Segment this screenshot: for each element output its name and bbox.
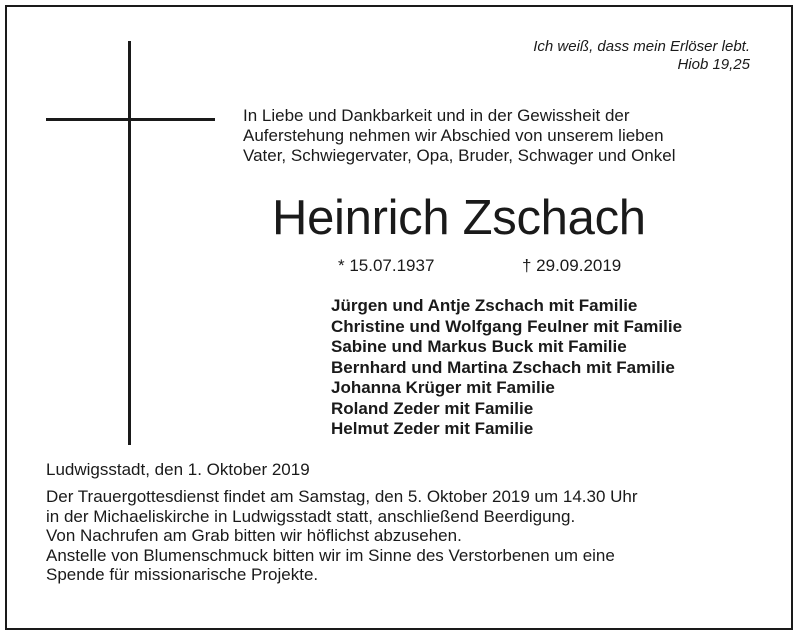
- family-entry: Johanna Krüger mit Familie: [331, 378, 555, 397]
- intro-line: Auferstehung nehmen wir Abschied von unserem lieben: [243, 126, 664, 145]
- family-entry: Bernhard und Martina Zschach mit Familie: [331, 357, 675, 377]
- notice-line: Von Nachrufen am Grab bitten wir höflichst abzusehen.: [46, 526, 462, 545]
- intro-text: [243, 106, 773, 166]
- deceased-name: Heinrich Zschach: [272, 191, 646, 245]
- notice-line: Spende für missionarische Projekte.: [46, 565, 319, 584]
- cross-vertical-bar: [128, 41, 131, 445]
- quote-text: Ich weiß, dass mein Erlöser lebt.: [533, 38, 750, 55]
- family-entry: Roland Zeder mit Familie: [331, 398, 534, 418]
- birth-date: * 15.07.1937: [338, 256, 435, 275]
- death-date: † 29.09.2019: [522, 256, 622, 275]
- cross-horizontal-bar: [46, 118, 215, 121]
- family-entry: Jürgen und Antje Zschach mit Familie: [331, 296, 638, 315]
- family-entry: Sabine und Markus Buck mit Familie: [331, 337, 627, 356]
- quote-reference: Hiob 19,25: [677, 56, 750, 73]
- intro-line: Vater, Schwiegervater, Opa, Bruder, Schwager und Onkel: [243, 146, 676, 165]
- notice-line: Der Trauergottesdienst findet am Samstag, den 5. Oktober 2019 um 14.30 Uhr: [46, 487, 638, 506]
- intro-line: In Liebe und Dankbarkeit und in der Gewissheit der: [243, 106, 630, 125]
- family-entry: Helmut Zeder mit Familie: [331, 419, 534, 438]
- bible-quote: [390, 38, 750, 74]
- family-entry: Christine und Wolfgang Feulner mit Familie: [331, 316, 683, 336]
- place-and-date: Ludwigsstadt, den 1. Oktober 2019: [46, 460, 310, 479]
- notice-line: Anstelle von Blumenschmuck bitten wir im Sinne des Verstorbenen um eine: [46, 545, 615, 565]
- notice-line: in der Michaeliskirche in Ludwigsstadt statt, anschließend Beerdigung.: [46, 506, 576, 526]
- funeral-notices: [46, 487, 766, 585]
- family-list: [331, 296, 781, 440]
